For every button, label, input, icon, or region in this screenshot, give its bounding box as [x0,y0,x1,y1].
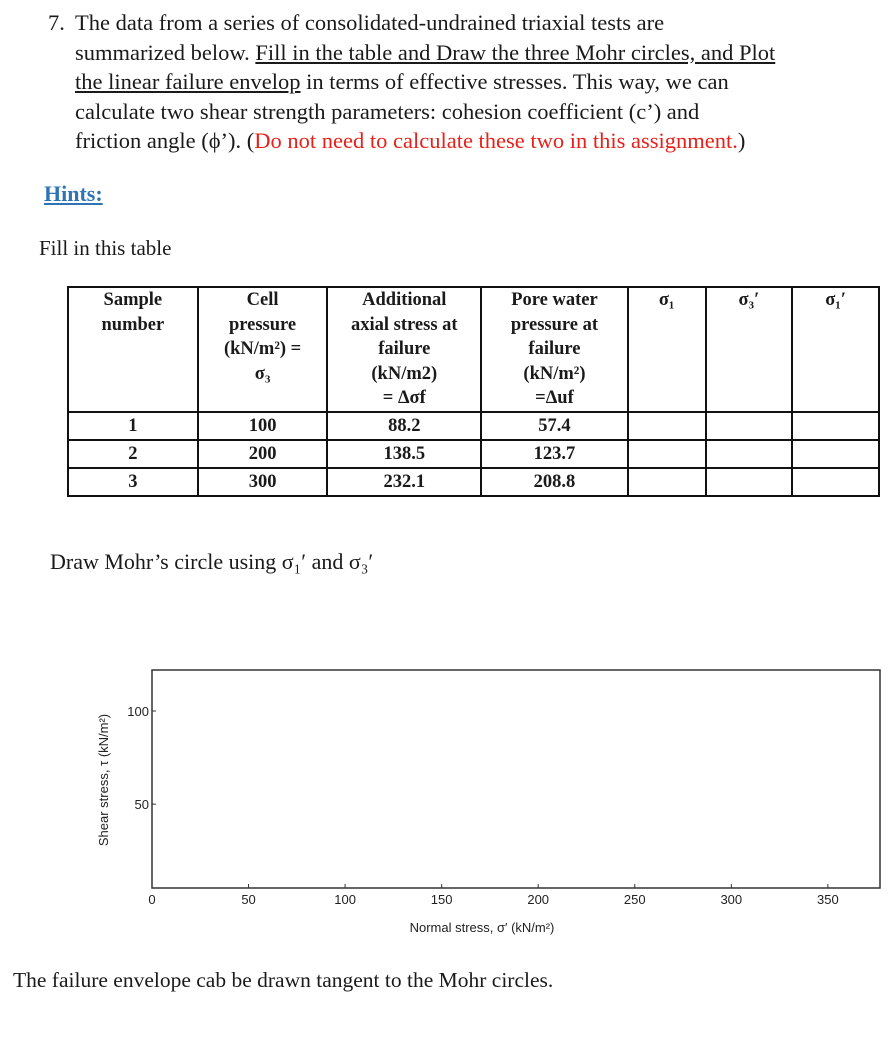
red-note: Do not need to calculate these two in this assignment. [254,128,738,154]
table-cell: 1 [68,412,198,440]
table-cell: 123.7 [481,440,628,468]
table-cell: 232.1 [327,468,481,496]
table-cell: 57.4 [481,412,628,440]
draw-heading: Draw Mohr’s circle using σ₁′ and σ₃′ [50,549,374,574]
table-cell: 88.2 [327,412,481,440]
x-tick-label: 150 [430,892,453,907]
x-tick-label: 350 [817,892,839,907]
header-line: pressure at [510,314,599,335]
table-cell: 3 [68,468,198,496]
x-tick-label: 250 [623,892,646,907]
hints-link[interactable]: Hints: [44,181,103,206]
header-line: =Δuf [535,388,574,408]
question-instruction: Fill in the table and Draw the three Mohr circles, and Plot [255,39,776,65]
fill-label: Fill in this table [39,236,172,260]
y-tick-label: 50 [134,797,149,813]
question-line: in terms of effective stresses. This way, we can [300,69,729,95]
header-line: pressure [228,314,297,335]
x-tick-label: 0 [148,892,156,907]
question-instruction: the linear failure envelop [75,69,301,95]
header-line: = Δσf [382,388,426,408]
x-axis-label: Normal stress, σ′ (kN/m²) [409,920,555,935]
header-line: Sample [103,290,163,310]
table-cell: 300 [198,468,328,496]
header-line: σ₃ [254,363,271,384]
header-line: Cell [246,290,279,310]
y-axis-label: Shear stress, τ (kN/m²) [96,713,111,847]
x-tick-label: 300 [720,892,743,907]
footer-note: The failure envelope cab be drawn tangent to the Mohr circles. [13,968,554,992]
x-tick-label: 200 [527,892,550,907]
x-tick-label: 50 [241,892,256,907]
header-line: axial stress at [351,314,458,335]
y-tick-label: 100 [127,703,149,719]
table-cell: 2 [68,440,198,468]
header-line: σ₁′ [825,290,847,310]
question-number: 7. [48,10,65,35]
question-line: ) [737,128,746,154]
header-line: (kN/m²) = [223,339,302,359]
table-cell: 138.5 [327,440,481,468]
question-line: friction angle (ϕ’). ( [75,128,255,154]
table-cell: 200 [198,440,328,468]
question-line: The data from a series of consolidated-undrained triaxial tests are [75,10,665,35]
header-line: σ₃′ [738,290,760,310]
header-line: Pore water [511,290,598,310]
table-cell: 208.8 [481,468,628,496]
header-line: failure [528,339,581,359]
header-line: failure [378,339,431,359]
x-tick-label: 100 [334,892,356,907]
table-cell: 100 [198,412,328,440]
header-line: (kN/m2) [371,363,438,384]
question-line: calculate two shear strength parameters: cohesion coefficient (c’) and [75,98,700,124]
header-line: number [101,314,165,335]
header-line: σ₁ [658,290,675,310]
header-line: (kN/m²) [523,363,586,384]
header-line: Additional [362,290,447,310]
plot-frame [152,670,880,888]
question-line: summarized below. [75,39,256,65]
